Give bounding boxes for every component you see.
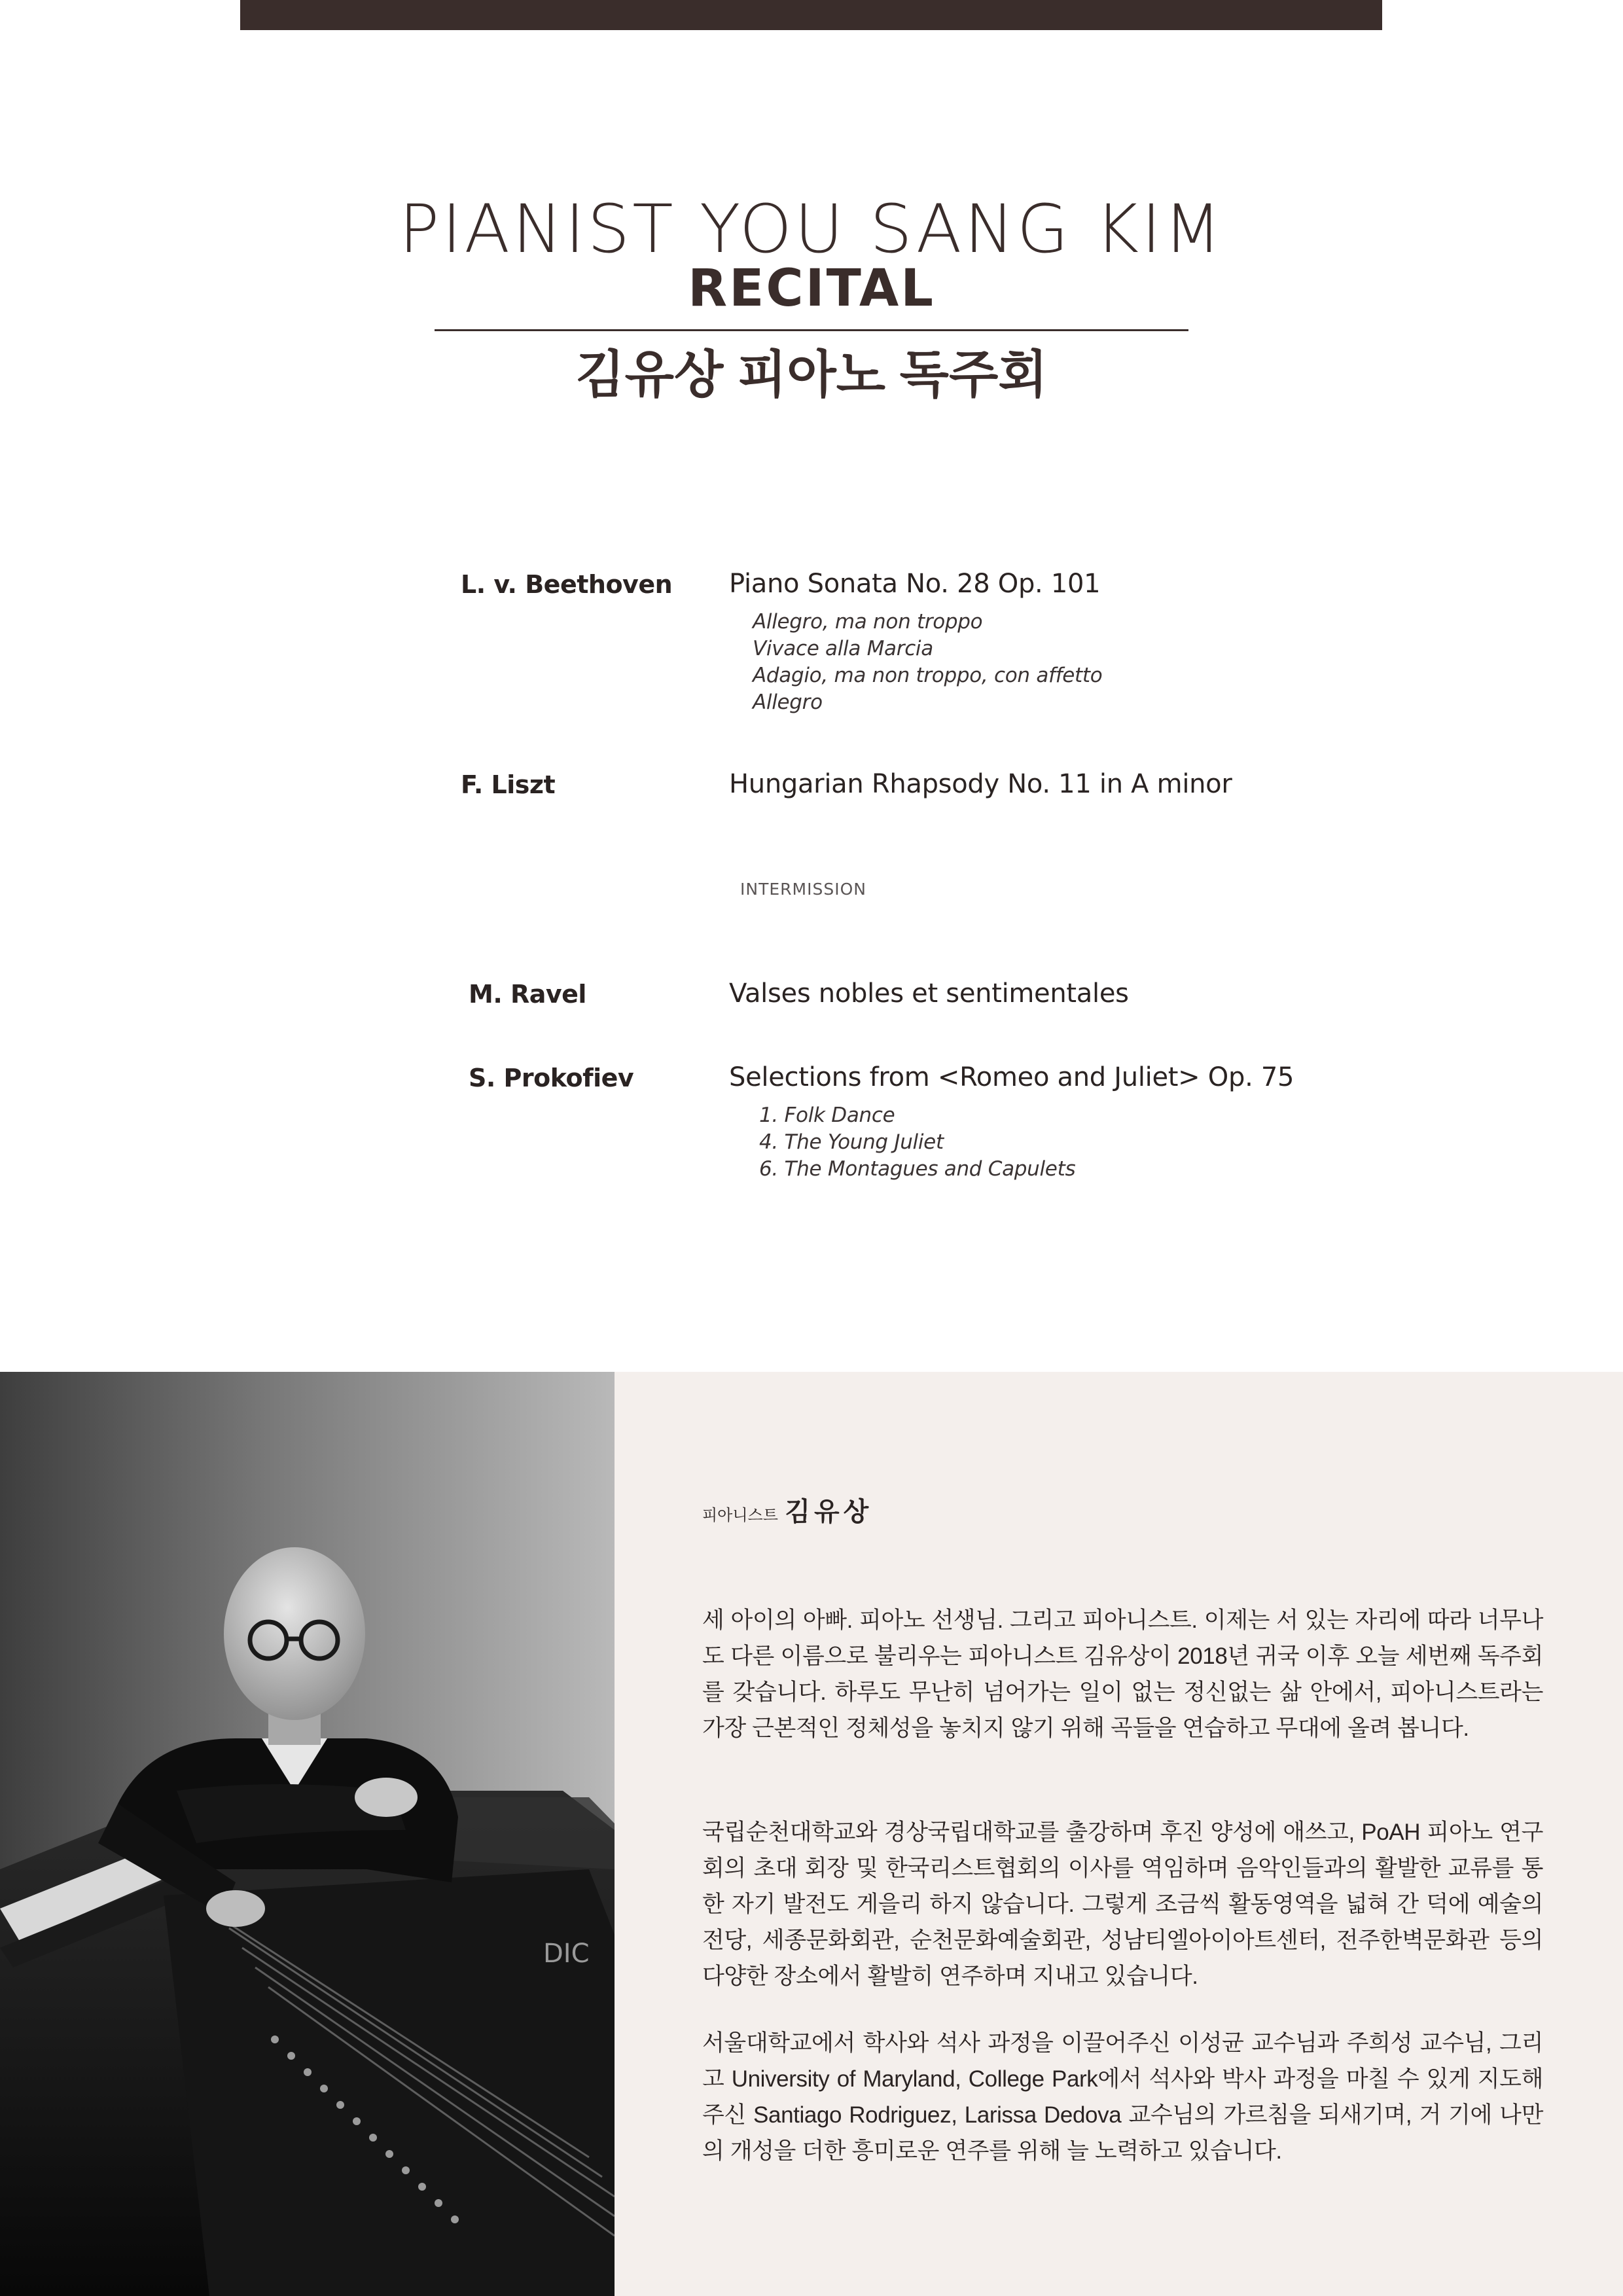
title-divider	[435, 329, 1188, 331]
movement-list-beethoven	[753, 609, 1102, 716]
pianist-photo	[0, 1372, 615, 2296]
composer-liszt: F. Liszt	[461, 770, 556, 799]
composer-prokofiev: S. Prokofiev	[469, 1064, 634, 1092]
piano-brand-fragment: DIC	[543, 1939, 590, 1969]
movement-item: Allegro, ma non troppo	[753, 610, 983, 634]
work-beethoven: Piano Sonata No. 28 Op. 101	[729, 569, 1101, 599]
movement-item: 1. Folk Dance	[759, 1103, 895, 1127]
work-liszt: Hungarian Rhapsody No. 11 in A minor	[729, 769, 1232, 799]
work-ravel: Valses nobles et sentimentales	[729, 978, 1129, 1009]
bio-paragraph-3: 서울대학교에서 학사와 석사 과정을 이끌어주신 이성균 교수님과 주희성 교수님, 그리고 University of Maryland, College Park에서 석사와 박사 과정을 마칠 수 있게 지도해 주신 Santiago Rodriguez, Larissa Dedova 교수님의 가르침을 되새기며, 거 기에 나만의 개성을 더한 흥미로운 연주를 위해 늘 노력하고 있습니다.	[702, 2030, 1543, 2164]
movement-list-prokofiev	[759, 1102, 1075, 1183]
recital-subtitle: RECITAL	[688, 259, 935, 318]
intermission-label: INTERMISSION	[740, 880, 866, 899]
bio-heading-name: 김유상	[785, 1498, 873, 1526]
movement-item: Allegro	[753, 691, 823, 714]
composer-beethoven: L. v. Beethoven	[461, 570, 673, 599]
movement-item: 4. The Young Juliet	[759, 1130, 944, 1154]
bio-heading-role: 피아니스트	[702, 1507, 778, 1524]
movement-item: Adagio, ma non troppo, con affetto	[753, 664, 1103, 687]
composer-ravel: M. Ravel	[469, 980, 586, 1009]
movement-item: Vivace alla Marcia	[753, 637, 933, 660]
korean-title: 김유상 피아노 독주회	[575, 346, 1048, 403]
top-decorative-bar	[240, 0, 1382, 30]
recital-title: PIANIST YOU SANG KIM	[399, 190, 1224, 268]
bio-heading	[702, 1499, 872, 1525]
movement-item: 6. The Montagues and Capulets	[759, 1157, 1076, 1181]
work-prokofiev: Selections from <Romeo and Juliet> Op. 75	[729, 1062, 1294, 1092]
bio-paragraph-2: 국립순천대학교와 경상국립대학교를 출강하며 후진 양성에 애쓰고, PoAH 피아노 연구회의 초대 회장 및 한국리스트협회의 이사를 역임하며 음악인들과의 활발한 교류를 통한 자기 발전도 게을리 하지 않습니다. 그렇게 조금씩 활동영역을 넓혀 간 덕에 예술의 전당, 세종문화회관, 순천문화예술회관, 성남티엘아이아트센터, 전주한벽문화관 등의 다양한 장소에서 활발히 연주하며 지내고 있습니다.	[702, 1820, 1543, 1989]
bio-paragraph-1: 세 아이의 아빠. 피아노 선생님. 그리고 피아니스트. 이제는 서 있는 자리에 따라 너무나도 다른 이름으로 불리우는 피아니스트 김유상이 2018년 귀국 이후 오늘 세번째 독주회를 갖습니다. 하루도 무난히 넘어가는 일이 없는 정신없는 삶 안에서, 피아니스트라는 가장 근본적인 정체성을 놓치지 않기 위해 곡들을 연습하고 무대에 올려 봅니다.	[702, 1607, 1543, 1741]
